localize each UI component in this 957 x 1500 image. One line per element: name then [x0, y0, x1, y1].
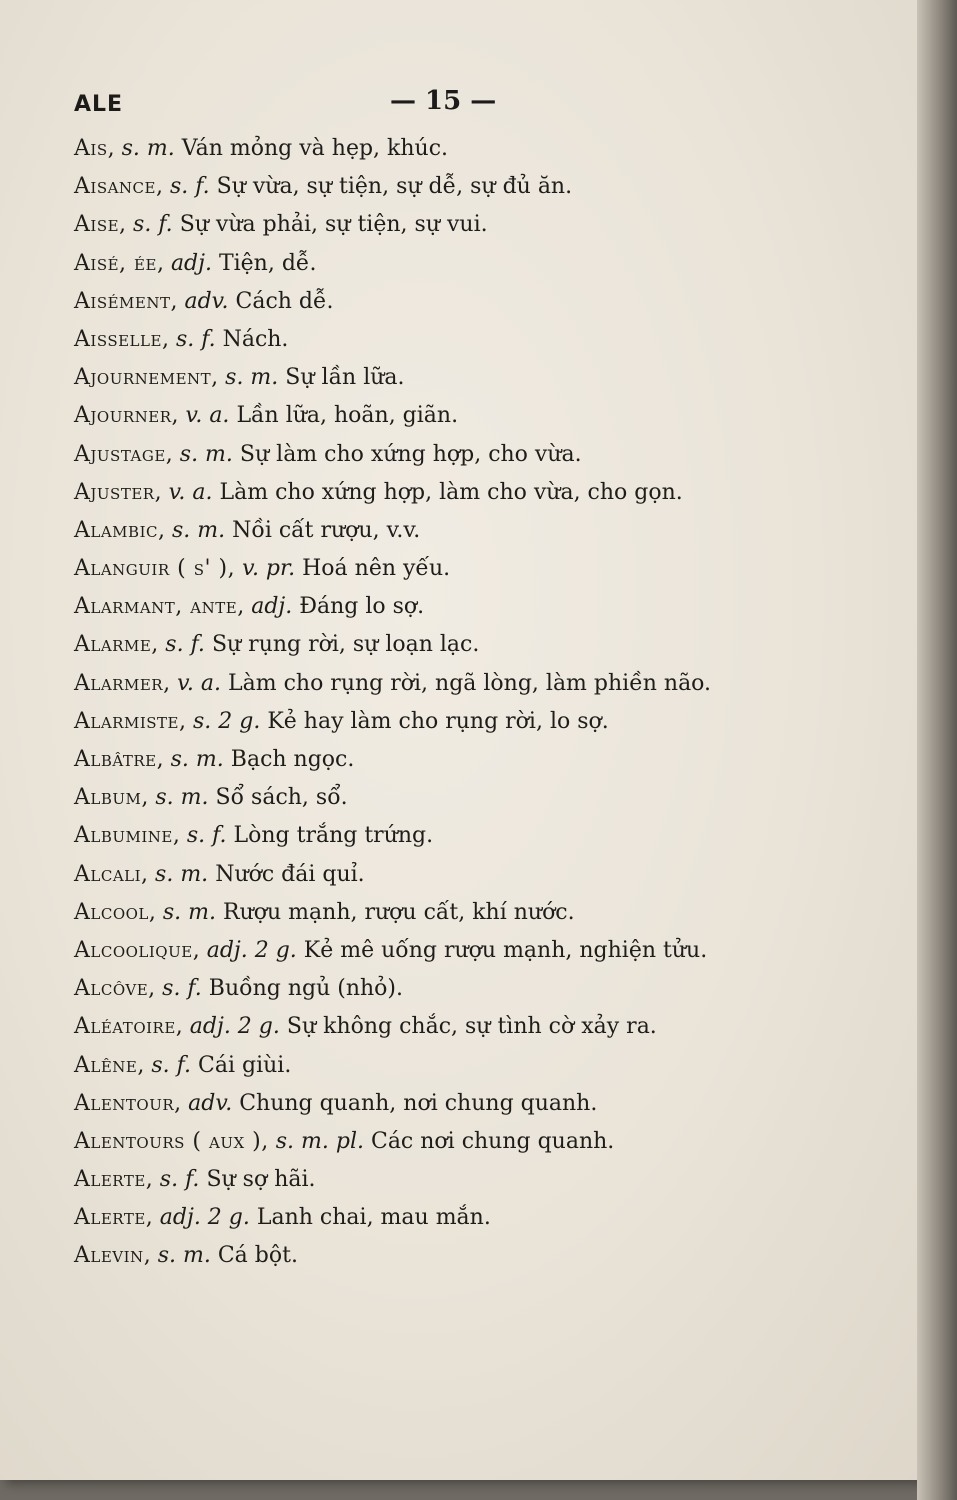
entry-headword: Aisément — [74, 288, 171, 314]
entry-definition: Cách dễ. — [235, 288, 334, 314]
dictionary-entry — [74, 741, 794, 779]
entry-part-of-speech: s. m. — [155, 861, 209, 887]
dictionary-entry — [74, 1008, 794, 1046]
entry-part-of-speech: s. f. — [169, 174, 210, 200]
entry-definition: Các nơi chung quanh. — [370, 1128, 615, 1154]
entry-definition: Cái giùi. — [198, 1052, 292, 1078]
entry-separator: , — [151, 632, 166, 658]
entry-definition: Rượu mạnh, rượu cất, khí nước. — [223, 899, 575, 925]
entry-definition: Ván mỏng và hẹp, khúc. — [181, 136, 449, 161]
entry-separator: , — [179, 708, 193, 734]
entry-part-of-speech: s. f. — [162, 976, 202, 1002]
entry-definition: Sự không chắc, sự tình cờ xảy ra. — [286, 1014, 657, 1040]
entry-part-of-speech: adj. 2 g. — [159, 1205, 250, 1231]
entry-definition: Sự vừa phải, sự tiện, sự vui. — [179, 212, 488, 238]
dictionary-entry — [74, 1199, 794, 1237]
dictionary-entry — [74, 1085, 794, 1123]
entry-definition: Sự làm cho xứng hợp, cho vừa. — [239, 441, 582, 467]
entry-definition: Lòng trắng trứng. — [233, 823, 434, 849]
dictionary-entry — [74, 436, 794, 474]
dictionary-entry — [74, 588, 794, 626]
entry-separator: , — [211, 365, 226, 391]
entry-part-of-speech: s. m. — [157, 1243, 211, 1269]
entry-headword: Ajournement — [74, 365, 212, 391]
dictionary-entry — [74, 779, 794, 817]
entry-headword: Aise — [74, 212, 120, 238]
dictionary-entry — [74, 130, 794, 168]
entry-definition: Nách. — [222, 326, 289, 352]
entry-separator: , — [141, 861, 156, 887]
entry-headword: Aisé, ée — [74, 250, 157, 276]
entry-part-of-speech: s. m. — [155, 785, 209, 811]
entry-part-of-speech: v. pr. — [242, 556, 296, 582]
dictionary-entry — [74, 703, 794, 741]
dictionary-entry — [74, 245, 794, 283]
entry-part-of-speech: s. 2 g. — [193, 708, 261, 734]
entry-definition: Hoá nên yếu. — [302, 556, 451, 582]
entry-part-of-speech: s. f. — [186, 823, 227, 849]
entry-headword: Ajuster — [74, 479, 155, 505]
entry-separator: , — [175, 1014, 190, 1040]
entry-headword: Albumine — [74, 823, 173, 849]
dictionary-entry — [74, 1161, 794, 1199]
entry-part-of-speech: s. m. pl. — [275, 1128, 364, 1154]
entry-definition: Sự sợ hãi. — [206, 1167, 316, 1193]
entry-headword: Alarmiste — [74, 708, 179, 734]
entry-definition: Lanh chai, mau mắn. — [256, 1205, 491, 1231]
entry-part-of-speech: adj. — [170, 250, 212, 276]
entry-headword: Alentour — [74, 1090, 175, 1116]
entry-headword: Aisselle — [74, 326, 162, 352]
entry-separator: , — [145, 1205, 160, 1231]
entry-separator: , — [172, 823, 187, 849]
page-header — [70, 84, 710, 124]
entry-part-of-speech: s. m. — [121, 136, 175, 161]
entry-separator: , — [157, 517, 172, 543]
entry-headword: Alentours ( aux ), — [74, 1128, 269, 1154]
entry-definition: Tiện, dễ. — [218, 250, 317, 276]
dictionary-entry — [74, 283, 794, 321]
entry-definition: Kẻ mê uống rượu mạnh, nghiện tửu. — [303, 937, 708, 963]
entry-definition: Lần lữa, hoãn, giãn. — [236, 403, 459, 429]
entry-headword: Aisance — [74, 174, 156, 200]
entry-part-of-speech: s. m. — [179, 441, 233, 467]
entry-headword: Alarmant, ante — [74, 594, 238, 620]
entry-part-of-speech: s. m. — [162, 899, 217, 925]
dictionary-entry — [74, 1047, 794, 1085]
dictionary-entry — [74, 397, 794, 435]
entry-separator: , — [143, 1243, 158, 1269]
entry-headword: Albâtre — [74, 747, 157, 772]
entry-definition: Cá bột. — [217, 1243, 298, 1269]
entry-definition: Sự rụng rời, sự loạn lạc. — [211, 632, 480, 658]
entry-part-of-speech: s. f. — [151, 1052, 192, 1078]
entry-headword: Alarmer — [74, 670, 164, 696]
entry-separator: , — [141, 785, 156, 811]
entry-part-of-speech: s. f. — [175, 326, 216, 352]
entry-headword: Alcôve — [74, 976, 149, 1002]
entry-separator: , — [156, 250, 171, 276]
entry-part-of-speech: s. m. — [171, 517, 226, 543]
dictionary-entry — [74, 856, 794, 894]
entry-part-of-speech: v. a. — [177, 670, 221, 696]
dictionary-entry — [74, 206, 794, 244]
entry-definition: Làm cho rụng rời, ngã lòng, làm phiền não. — [228, 670, 712, 696]
entry-separator: , — [171, 403, 186, 429]
dictionary-entry — [74, 1123, 794, 1161]
entry-separator: , — [174, 1090, 189, 1116]
entry-part-of-speech: s. f. — [133, 212, 173, 238]
entry-separator: , — [170, 288, 185, 314]
entry-separator: , — [192, 937, 207, 963]
entry-headword: Alêne — [74, 1052, 138, 1078]
dictionary-entry — [74, 359, 794, 397]
entry-headword: Alanguir ( s' ), — [74, 556, 236, 582]
entry-headword: Album — [74, 785, 142, 811]
entry-definition: Buồng ngủ (nhỏ). — [208, 976, 403, 1002]
entry-separator: , — [155, 174, 170, 200]
entry-separator — [269, 1129, 276, 1154]
entry-separator: , — [237, 594, 252, 620]
entry-headword: Alerte — [74, 1167, 146, 1193]
entry-headword: Alcali — [74, 861, 142, 887]
entry-part-of-speech: adv. — [188, 1090, 233, 1116]
entry-part-of-speech: adj. 2 g. — [206, 937, 297, 963]
entry-separator: , — [165, 441, 180, 467]
dictionary-entry — [74, 321, 794, 359]
running-head: ALE — [74, 92, 124, 117]
dictionary-entry — [74, 626, 794, 664]
dictionary-entry — [74, 894, 794, 932]
dictionary-entry — [74, 970, 794, 1008]
entry-definition: Nước đái quỉ. — [215, 861, 365, 887]
entry-separator: , — [156, 747, 171, 772]
entry-part-of-speech: v. a. — [168, 479, 213, 505]
entry-separator: , — [119, 212, 134, 238]
entry-headword: Ajustage — [74, 441, 166, 467]
entry-headword: Ajourner — [74, 403, 172, 429]
entry-separator: , — [107, 136, 122, 161]
entry-definition: Sổ sách, sổ. — [215, 785, 348, 811]
entry-headword: Alerte — [74, 1205, 146, 1231]
entry-definition: Bạch ngọc. — [230, 747, 355, 772]
entry-headword: Alarme — [74, 632, 152, 658]
entry-headword: Alcool — [74, 899, 149, 925]
entry-definition: Đáng lo sợ. — [299, 594, 425, 620]
entry-separator: , — [148, 976, 163, 1002]
entry-part-of-speech: s. f. — [165, 632, 205, 658]
entry-separator: , — [148, 899, 163, 925]
dictionary-entry — [74, 1237, 794, 1275]
entry-separator: , — [145, 1167, 160, 1193]
entry-headword: Alambic — [74, 517, 158, 543]
entry-headword: Alevin — [74, 1243, 144, 1269]
dictionary-entry — [74, 512, 794, 550]
dictionary-entry — [74, 932, 794, 970]
entry-definition: Nồi cất rượu, v.v. — [232, 517, 421, 543]
entry-separator: , — [154, 479, 169, 505]
entry-definition: Chung quanh, nơi chung quanh. — [239, 1090, 598, 1116]
entry-separator: , — [163, 670, 178, 696]
entry-list — [74, 130, 794, 1276]
entry-headword: Aléatoire — [74, 1014, 176, 1040]
entry-part-of-speech: s. f. — [159, 1167, 200, 1193]
entry-part-of-speech: adj. — [251, 594, 293, 620]
entry-part-of-speech: v. a. — [185, 403, 230, 429]
dictionary-entry — [74, 474, 794, 512]
page-number: — 15 — — [390, 86, 497, 116]
entry-definition: Làm cho xứng hợp, làm cho vừa, cho gọn. — [219, 479, 683, 505]
entry-part-of-speech: s. m. — [225, 365, 279, 391]
dictionary-entry — [74, 168, 794, 206]
dictionary-entry — [74, 665, 794, 703]
dictionary-entry — [74, 550, 794, 588]
entry-part-of-speech: adv. — [184, 288, 229, 314]
entry-definition: Sự lần lữa. — [285, 365, 405, 391]
entry-part-of-speech: s. m. — [170, 747, 224, 772]
entry-definition: Sự vừa, sự tiện, sự dễ, sự đủ ăn. — [216, 174, 573, 200]
entry-part-of-speech: adj. 2 g. — [189, 1014, 280, 1040]
entry-headword: Ais — [74, 136, 108, 161]
page-stack-edge — [917, 0, 957, 1500]
entry-separator: , — [137, 1052, 152, 1078]
entry-definition: Kẻ hay làm cho rụng rời, lo sợ. — [267, 708, 609, 734]
entry-headword: Alcoolique — [74, 937, 193, 963]
dictionary-entry — [74, 817, 794, 855]
entry-separator: , — [161, 326, 176, 352]
